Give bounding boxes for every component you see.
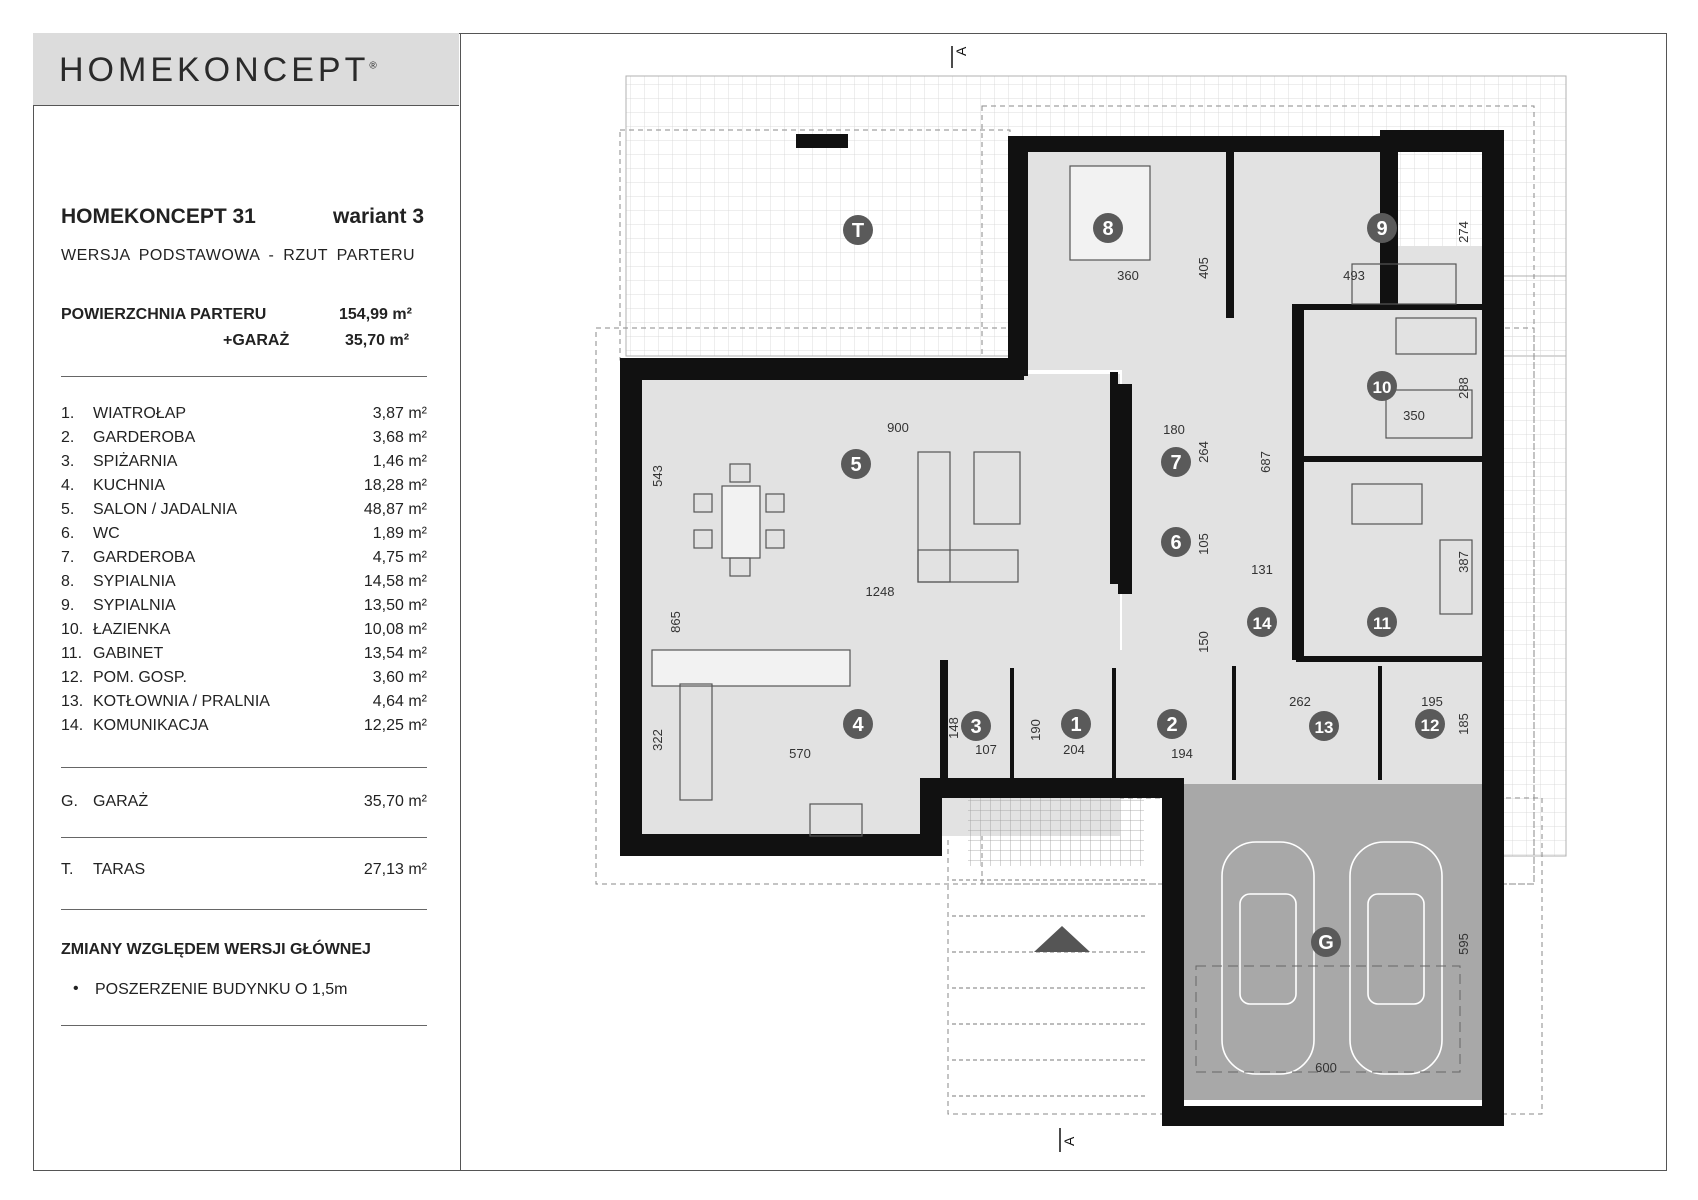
dimension-label: 150 [1196,631,1211,653]
svg-text:A: A [1061,1136,1077,1146]
room-area: 4,75 m² [372,549,427,566]
room-marker-label: 2 [1166,714,1178,736]
room-name: SALON / JADALNIA [93,501,238,518]
room-marker-label: 14 [1252,614,1272,633]
dimension-label: 322 [650,729,665,751]
dimension-label: 195 [1421,694,1443,709]
entrance-arrow [1034,926,1090,952]
room-marker-label: 3 [970,716,982,738]
room-area: 3,68 m² [372,429,427,446]
dimension-label: 600 [1315,1060,1337,1075]
room-name: GARDEROBA [93,549,196,566]
room-marker-label: 1 [1070,714,1082,736]
info-sidebar: HOMEKONCEPT® HOMEKONCEPT 31 wariant 3 WERSJA PODSTAWOWA - RZUT PARTERU POWIERZCHNIA PARTERU 154,99 m² +GARAŻ 35,70 m² 1. WIATROŁAP 3,87 m² 2. GARDEROBA 3,68 m² 3. SPIŻARNIA 1,46 m² 4. KUCHNIA 18,28 m² 5. SALON / JADALNIA 48,87 m² 6. WC 1,89 m² 7. GARDEROBA 4,75 m² 8. SYPIALNIA 14,58 m² 9. SYPIALNIA 13,50 m² 10. ŁAZIENKA 10,08 m² 11. GABINET 13,54 m² 12. POM. GOSP. 3,60 m² 13. KOTŁOWNIA / PRALNIA 4,64 m² 14. KOMUNIKACJA 12,25 m² G. GARAŻ 35,70 m² T. TARAS 27,13 m² ZMIANY WZGLĘDEM WERSJI GŁÓWNEJ • POSZERZENIE BUDYNKU O 1,5m [33,33,461,1171]
dimension-label: 405 [1196,257,1211,279]
room-area: 3,60 m² [372,669,427,686]
dimension-label: 595 [1456,933,1471,955]
dimension-label: 350 [1403,408,1425,423]
room-marker-label: T [851,220,865,242]
section-marker-bottom [1060,1128,1077,1152]
svg-text:A: A [953,46,969,56]
project-title: HOMEKONCEPT 31 [61,205,256,228]
room-area: 13,50 m² [363,597,427,614]
room-marker-label: 9 [1376,218,1388,240]
dimension-label: 570 [789,746,811,761]
room-number: 1. [61,405,75,422]
room-name: SPIŻARNIA [93,453,178,470]
room-area: 10,08 m² [363,621,427,638]
dimension-label: 262 [1289,694,1311,709]
room-name: POM. GOSP. [93,669,187,686]
dimension-label: 387 [1456,551,1471,573]
driveway-lines [952,880,1146,1096]
room-number: 6. [61,525,75,542]
ground-area-label: POWIERZCHNIA PARTERU [61,306,267,323]
dimension-label: 180 [1163,422,1185,437]
dimension-label: 194 [1171,746,1193,761]
room-number: 8. [61,573,75,590]
dimension-label: 190 [1028,719,1043,741]
dimension-label: 264 [1196,441,1211,463]
room-name: KOMUNIKACJA [93,717,209,734]
dimension-label: 900 [887,420,909,435]
dimension-label: 865 [668,611,683,633]
dimension-label: 687 [1258,451,1273,473]
project-variant: wariant 3 [333,205,425,228]
brand-logo: HOMEKONCEPT® [59,51,377,89]
room-area: 18,28 m² [363,477,427,494]
dimension-label: 185 [1456,713,1471,735]
room-marker-label: 11 [1373,614,1391,633]
room-name: ŁAZIENKA [93,621,171,638]
room-area: 1,89 m² [372,525,427,542]
room-number: 7. [61,549,75,566]
ground-area-value: 154,99 m² [339,306,412,323]
room-area: 14,58 m² [363,573,427,590]
room-marker-label: 8 [1102,218,1114,240]
room-name: SYPIALNIA [93,597,176,614]
room-marker-label: G [1318,932,1334,954]
room-area: 12,25 m² [363,717,427,734]
garage-area-label: +GARAŻ [223,332,290,349]
dimension-label: 131 [1251,562,1273,577]
dimension-label: 148 [946,717,961,739]
plan-subtitle: WERSJA PODSTAWOWA - RZUT PARTERU [61,247,416,264]
room-name: SYPIALNIA [93,573,176,590]
room-area: 48,87 m² [363,501,427,518]
room-area: 1,46 m² [372,453,427,470]
room-marker-label: 12 [1420,716,1440,735]
room-number: 14. [61,717,84,734]
dimension-label: 107 [975,742,997,757]
entrance-porch [968,790,1144,866]
room-number: 5. [61,501,75,518]
room-name: WIATROŁAP [93,405,187,422]
room-number: 3. [61,453,75,470]
room-marker-label: 5 [850,454,862,476]
room-marker-label: 13 [1314,718,1334,737]
room-name: GABINET [93,645,164,662]
room-name: KOTŁOWNIA / PRALNIA [93,693,270,710]
room-number: 12. [61,669,84,686]
room-area: 4,64 m² [372,693,427,710]
garage-area-value: 35,70 m² [345,332,410,349]
section-marker-top [952,46,969,68]
room-marker-label: 4 [852,714,864,736]
room-number: 11. [61,645,83,662]
room-number: 9. [61,597,75,614]
changes-heading: ZMIANY WZGLĘDEM WERSJI GŁÓWNEJ [61,941,371,958]
dimension-label: 288 [1456,377,1471,399]
dimension-label: 1248 [865,584,895,599]
room-number: 10. [61,621,84,638]
room-name: KUCHNIA [93,477,166,494]
room-number: 13. [61,693,84,710]
room-marker-label: 10 [1372,378,1392,397]
dimension-label: 360 [1117,268,1139,283]
room-area: 3,87 m² [372,405,427,422]
dimension-label: 274 [1456,221,1471,243]
dimension-label: 204 [1063,742,1085,757]
room-marker-label: 7 [1170,452,1182,474]
room-name: GARDEROBA [93,429,196,446]
room-number: 4. [61,477,75,494]
room-marker-label: 6 [1170,532,1182,554]
room-name: WC [93,525,120,542]
room-area: 13,54 m² [363,645,427,662]
dimension-label: 493 [1343,268,1365,283]
dimension-label: 543 [650,465,665,487]
room-number: 2. [61,429,75,446]
dimension-label: 105 [1196,533,1211,555]
